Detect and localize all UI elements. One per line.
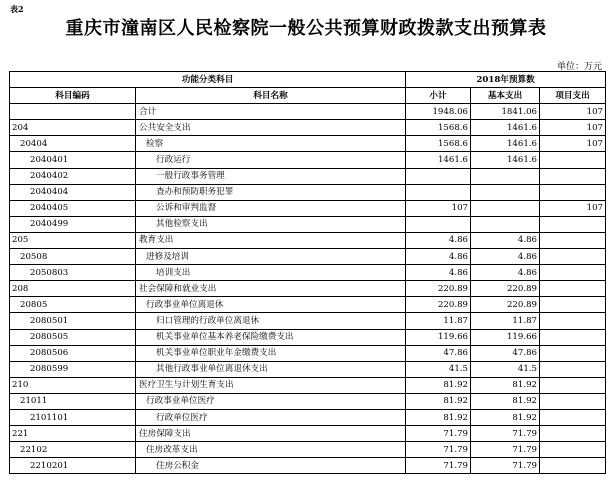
table-row [10, 297, 606, 313]
row-project: 107 [540, 104, 606, 120]
row-name: 进修及培训 [136, 249, 406, 265]
row-basic: 220.89 [471, 281, 540, 297]
budget-table [9, 71, 606, 474]
row-code: 20404 [10, 136, 136, 152]
row-basic: 4.86 [471, 265, 540, 281]
row-code: 2080506 [10, 345, 136, 361]
table-row [10, 265, 606, 281]
row-code: 21011 [10, 393, 136, 409]
row-code: 2050803 [10, 265, 136, 281]
table-row [10, 442, 606, 458]
table-row [10, 409, 606, 425]
row-code: 2210201 [10, 458, 136, 474]
row-subtotal: 71.79 [406, 442, 471, 458]
row-subtotal: 119.66 [406, 329, 471, 345]
row-project [540, 297, 606, 313]
table-row [10, 281, 606, 297]
row-code: 20508 [10, 249, 136, 265]
row-basic: 47.86 [471, 345, 540, 361]
row-basic: 4.86 [471, 249, 540, 265]
row-basic: 71.79 [471, 458, 540, 474]
row-code: 2040404 [10, 184, 136, 200]
row-basic: 1841.06 [471, 104, 540, 120]
row-basic: 4.86 [471, 232, 540, 248]
row-project [540, 152, 606, 168]
row-name: 行政运行 [136, 152, 406, 168]
row-name: 其他行政事业单位离退休支出 [136, 361, 406, 377]
row-basic [471, 168, 540, 184]
table-row [10, 329, 606, 345]
row-project: 107 [540, 120, 606, 136]
row-name: 机关事业单位基本养老保险缴费支出 [136, 329, 406, 345]
row-subtotal [406, 216, 471, 232]
table-row [10, 200, 606, 216]
row-code: 205 [10, 232, 136, 248]
row-code: 2101101 [10, 409, 136, 425]
row-basic: 81.92 [471, 377, 540, 393]
row-subtotal: 41.5 [406, 361, 471, 377]
row-project [540, 458, 606, 474]
row-subtotal: 47.86 [406, 345, 471, 361]
row-project [540, 442, 606, 458]
row-name: 公诉和审判监督 [136, 200, 406, 216]
row-subtotal: 71.79 [406, 426, 471, 442]
table-number-label: 表2 [10, 4, 24, 14]
row-subtotal: 107 [406, 200, 471, 216]
header-functional-classification: 功能分类科目 [10, 72, 406, 88]
row-subtotal: 220.89 [406, 297, 471, 313]
table-row [10, 216, 606, 232]
row-basic: 11.87 [471, 313, 540, 329]
header-column-row [10, 88, 606, 104]
row-subtotal: 4.86 [406, 265, 471, 281]
row-basic: 220.89 [471, 297, 540, 313]
row-project [540, 409, 606, 425]
row-subtotal: 1568.6 [406, 120, 471, 136]
row-project [540, 265, 606, 281]
row-name: 行政事业单位离退休 [136, 297, 406, 313]
row-project [540, 232, 606, 248]
row-name: 机关事业单位职业年金缴费支出 [136, 345, 406, 361]
row-name: 归口管理的行政单位离退休 [136, 313, 406, 329]
row-code: 208 [10, 281, 136, 297]
row-code: 204 [10, 120, 136, 136]
row-project [540, 393, 606, 409]
table-row [10, 136, 606, 152]
row-name: 住房保障支出 [136, 426, 406, 442]
row-name: 公共安全支出 [136, 120, 406, 136]
row-project [540, 168, 606, 184]
row-code: 20805 [10, 297, 136, 313]
row-name: 其他检察支出 [136, 216, 406, 232]
header-code: 科目编码 [10, 88, 136, 104]
row-basic: 81.92 [471, 393, 540, 409]
row-name: 检察 [136, 136, 406, 152]
row-project [540, 216, 606, 232]
row-basic: 1461.6 [471, 152, 540, 168]
row-basic: 1461.6 [471, 136, 540, 152]
table-row [10, 152, 606, 168]
table-row [10, 426, 606, 442]
row-basic: 1461.6 [471, 120, 540, 136]
row-subtotal [406, 168, 471, 184]
row-code: 2040499 [10, 216, 136, 232]
row-subtotal: 81.92 [406, 393, 471, 409]
row-project [540, 249, 606, 265]
row-name: 合计 [136, 104, 406, 120]
table-row [10, 168, 606, 184]
row-basic [471, 184, 540, 200]
row-name: 培训支出 [136, 265, 406, 281]
table-row [10, 313, 606, 329]
row-subtotal: 81.92 [406, 409, 471, 425]
table-row [10, 393, 606, 409]
row-code: 2040405 [10, 200, 136, 216]
row-subtotal: 220.89 [406, 281, 471, 297]
row-code: 221 [10, 426, 136, 442]
row-project [540, 281, 606, 297]
row-project: 107 [540, 136, 606, 152]
row-project [540, 361, 606, 377]
row-name: 行政单位医疗 [136, 409, 406, 425]
table-row [10, 232, 606, 248]
row-project [540, 329, 606, 345]
row-subtotal: 1948.06 [406, 104, 471, 120]
row-subtotal: 71.79 [406, 458, 471, 474]
row-name: 查办和预防职务犯罪 [136, 184, 406, 200]
row-basic: 81.92 [471, 409, 540, 425]
row-code: 2080505 [10, 329, 136, 345]
row-subtotal [406, 184, 471, 200]
row-subtotal: 4.86 [406, 232, 471, 248]
row-subtotal: 11.87 [406, 313, 471, 329]
row-code: 2040402 [10, 168, 136, 184]
row-basic: 119.66 [471, 329, 540, 345]
table-row [10, 184, 606, 200]
row-name: 教育支出 [136, 232, 406, 248]
row-subtotal: 1568.6 [406, 136, 471, 152]
page-title: 重庆市潼南区人民检察院一般公共预算财政拨款支出预算表 [65, 18, 547, 39]
row-subtotal: 81.92 [406, 377, 471, 393]
row-basic: 71.79 [471, 426, 540, 442]
header-subtotal: 小计 [406, 88, 471, 104]
row-name: 社会保障和就业支出 [136, 281, 406, 297]
row-code: 210 [10, 377, 136, 393]
table-row [10, 377, 606, 393]
row-project: 107 [540, 200, 606, 216]
table-row [10, 345, 606, 361]
row-project [540, 184, 606, 200]
table-row [10, 458, 606, 474]
row-name: 医疗卫生与计划生育支出 [136, 377, 406, 393]
row-basic: 71.79 [471, 442, 540, 458]
table-row [10, 249, 606, 265]
row-subtotal: 4.86 [406, 249, 471, 265]
row-basic [471, 216, 540, 232]
header-basic: 基本支出 [471, 88, 540, 104]
row-subtotal: 1461.6 [406, 152, 471, 168]
row-project [540, 313, 606, 329]
table-row [10, 361, 606, 377]
header-group-row [10, 72, 606, 88]
row-project [540, 377, 606, 393]
table-body [10, 104, 606, 474]
row-project [540, 426, 606, 442]
row-code: 2080501 [10, 313, 136, 329]
row-name: 住房公积金 [136, 458, 406, 474]
table-row [10, 120, 606, 136]
row-project [540, 345, 606, 361]
header-project: 项目支出 [540, 88, 606, 104]
unit-label: 单位：万元 [556, 62, 602, 72]
row-name: 行政事业单位医疗 [136, 393, 406, 409]
row-code: 2080599 [10, 361, 136, 377]
table-row [10, 104, 606, 120]
row-code: 22102 [10, 442, 136, 458]
row-code [10, 104, 136, 120]
row-basic: 41.5 [471, 361, 540, 377]
header-budget-year: 2018年预算数 [406, 72, 606, 88]
row-name: 一般行政事务管理 [136, 168, 406, 184]
header-name: 科目名称 [136, 88, 406, 104]
row-code: 2040401 [10, 152, 136, 168]
row-basic [471, 200, 540, 216]
row-name: 住房改革支出 [136, 442, 406, 458]
